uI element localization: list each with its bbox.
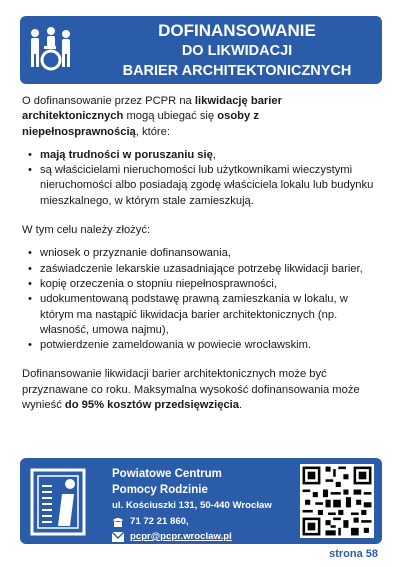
list-item: • wniosek o przyznanie dofinansowania, bbox=[22, 246, 378, 261]
phone-number[interactable]: 71 72 21 860, bbox=[130, 516, 189, 527]
page-number: strona 58 bbox=[329, 548, 378, 560]
accessibility-people-icon bbox=[26, 24, 78, 76]
title-line-3: BARIER ARCHITEKTONICZNYCH bbox=[122, 63, 352, 79]
email-link[interactable]: pcpr@pcpr.wroclaw.pl bbox=[130, 531, 232, 542]
closing-paragraph bbox=[22, 367, 378, 413]
title-line-2: DO LIKWIDACJI bbox=[181, 43, 293, 59]
intro-text-3: , które: bbox=[135, 125, 170, 138]
intro-text-2: mogą ubiegać się bbox=[123, 110, 218, 123]
header-banner bbox=[20, 16, 382, 84]
phone-row bbox=[112, 516, 189, 527]
list-item: • są właścicielami nieruchomości lub użytkownikami wieczystymi nieruchomości albo posiadają zgodę właściciela lokalu lub budynku mieszkalnego, w którym stale zamieszkują. bbox=[22, 163, 378, 209]
info-icon bbox=[26, 464, 96, 538]
org-line-2: Pomocy Rodzinie bbox=[112, 484, 208, 496]
list-item: • udokumentowaną podstawę prawną zamieszkania w lokalu, w którym ma nastąpić likwidacja barier architektonicznych (np. własność, umowa najmu), bbox=[22, 292, 378, 338]
org-line-1: Powiatowe Centrum bbox=[112, 468, 222, 480]
header-title bbox=[98, 20, 376, 81]
list-item: • kopię orzeczenia o stopniu niepełnosprawności, bbox=[22, 277, 378, 292]
mail-icon bbox=[112, 532, 124, 542]
conditions-list bbox=[22, 148, 378, 209]
content bbox=[22, 94, 378, 413]
list-item: • potwierdzenie zameldowania w powiecie wrocławskim. bbox=[22, 338, 378, 353]
title-line-1: DOFINANSOWANIE bbox=[158, 21, 316, 40]
phone-icon bbox=[112, 517, 124, 527]
footer-contact bbox=[20, 458, 382, 544]
condition-1-tail: , bbox=[212, 148, 216, 161]
closing-text-2: . bbox=[239, 399, 243, 412]
qr-code[interactable] bbox=[300, 464, 374, 538]
list-item: • zaświadczenie lekarskie uzasadniające potrzebę likwidacji barier, bbox=[22, 262, 378, 277]
condition-1: mają trudności w poruszaniu się bbox=[40, 148, 213, 161]
intro-bold-2: osoby z niepełnosprawnością bbox=[22, 110, 259, 138]
closing-bold: do 95% kosztów przedsięwzięcia bbox=[64, 399, 239, 412]
email-row bbox=[112, 531, 232, 542]
intro-text-1: O dofinansowanie przez PCPR na bbox=[22, 95, 195, 107]
closing-text-1: Dofinansowanie likwidacji barier architektonicznych może być przyznawane co roku. Maksymalna wysokość dofinansowania może wynieść bbox=[22, 368, 360, 412]
intro-paragraph bbox=[22, 94, 378, 140]
organization-name bbox=[112, 466, 222, 498]
intro-bold-1: likwidację barier architektonicznych bbox=[22, 95, 282, 123]
documents-list bbox=[22, 246, 378, 353]
documents-intro: W tym celu należy złożyć: bbox=[22, 224, 151, 237]
address: ul. Kościuszki 131, 50-440 Wrocław bbox=[112, 500, 272, 511]
list-item bbox=[22, 148, 378, 163]
